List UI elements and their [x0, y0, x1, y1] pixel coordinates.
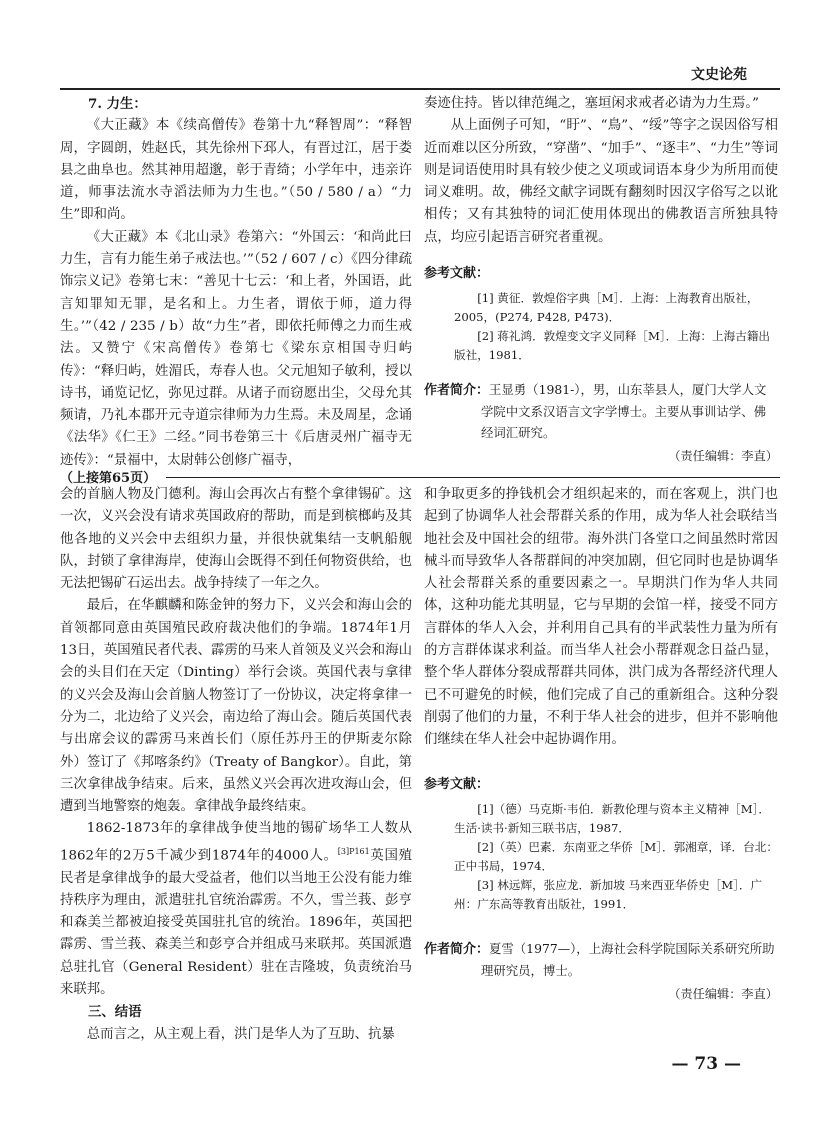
lower-right-column	[424, 484, 778, 1005]
reference-item: [2] 蒋礼鸿．敦煌变文字义同释［M］．上海：上海古籍出版社，1981．	[454, 329, 771, 363]
paragraph: 《大正藏》本《续高僧传》卷第十九“释智周”：“释智周，字圆朗，姓赵氏，其先徐州下邳人，有晋过江，居于娄县之曲阜也。然其神用超邈，彰于青绮；小学年中，违亲许道，师事法流水寺滔法师为力生也。”（50 / 580 / a）“力生”即和尚。	[60, 118, 412, 223]
author-label: 作者简介：	[424, 383, 490, 399]
paragraph: 和争取更多的挣钱机会才组织起来的，而在客观上，洪门也起到了协调华人社会帮群关系的作用，成为华人社会联结当地社会及中国社会的纽带。海外洪门各堂口之间虽然时常因械斗而导致华人各帮群间的冲突加剧，但它同时也是协调华人社会帮群关系的重要因素之一。早期洪门作为华人共同体，这种功能尤其明显，它与早期的会馆一样，接受不同方言群体的华人入会，并利用自己具有的半武装性力量为所有的方言群体谋求利益。而当华人社会小帮群观念日益凸显，整个华人群体分裂成帮群共同体，洪门成为各帮经济代理人已不可避免的时候，他们完成了自己的重新组合。这种分裂削弱了他们的力量，不利于华人社会的进步，但并不影响他们继续在华人社会中起协调作用。	[424, 487, 778, 748]
reference-item: [1] 黄征．敦煌俗字典［M］．上海：上海教育出版社，2005，(P274, P428, P473)．	[454, 291, 759, 325]
references-title: 参考文献：	[424, 266, 490, 282]
section-divider	[166, 477, 780, 478]
editor-note: （责任编辑：李直）	[668, 986, 778, 1001]
paragraph: 会的首脑人物及门德利。海山会再次占有整个拿律锡矿。这一次，义兴会没有请求英国政府的帮助，而是到槟榔屿及其他各地的义兴会中去组织力量，并很快就集结一支帆船舰队，封锁了拿律海岸，使海山会既得不到任何物资供给，也无法把锡矿石运出去。战争持续了一年之久。	[60, 487, 412, 592]
paragraph: 最后，在华麒麟和陈金钟的努力下，义兴会和海山会的首领都同意由英国殖民政府裁决他们的争端。1874年1月13日，英国殖民者代表、霹雳的马来人首领及义兴会和海山会的头目们在天定（Dinting）举行会谈。英国代表与拿律的义兴会及海山会首脑人物签订了一份协议，决定将拿律一分为二，北边给了义兴会，南边给了海山会。随后英国代表与出席会议的霹雳马来酋长们（原任苏丹王的伊斯麦尔除外）签订了《邦喀条约》（Treaty of Bangkor）。自此，第三次拿律战争结束。后来，虽然义兴会再次进攻海山会，但遭到当地警察的炮轰。拿律战争最终结束。	[60, 598, 412, 815]
section-header: 文史论苑	[691, 67, 747, 83]
upper-left-column	[60, 93, 412, 472]
section-heading: 7. 力生：	[88, 96, 147, 112]
editor-note: （责任编辑：李直）	[668, 449, 778, 464]
author-text: 王显勇（1981-），男，山东莘县人，厦门大学人文学院中文系汉语言文字学博士。主要从事训诂学、佛经词汇研究。	[481, 382, 767, 441]
references-title: 参考文献：	[424, 776, 490, 792]
paragraph: 奏迹住持。皆以律范绳之，塞垣闲求戒者必请为力生焉。”	[424, 96, 759, 111]
author-label: 作者简介：	[424, 941, 490, 957]
author-bio	[424, 379, 778, 443]
paragraph: 《大正藏》本《北山录》卷第六：“外国云：‘和尚此曰力生，言有力能生弟子戒法也。’”（52 / 607 / c）《四分律疏饰宗义记》卷第七末：“善见十七云：‘和上者，外国语，此言知罪知无罪，是名和上。力生者，谓依于师，道力得生。’”（42 / 235 / b）故“力生”者，即依托师傅之力而生戒法。又赞宁《宋高僧传》卷第七《梁东京相国寺归屿传》：“释归屿，姓湄氏，寿春人也。父元旭知子敏利，授以诗书，诵览记忆，弥见过群。从诸子而窃愿出尘，父母允其频请，乃礼本郡开元寺道宗律师为力生焉。未及周星，念诵《法华》《仁王》二经。”同书卷第三十《后唐灵州广福寺无迹传》：“景福中，太尉韩公创修广福寺，	[60, 229, 412, 468]
reference-item: [3] 林远辉，张应龙．新加坡 马来西亚华侨史［M］．广州：广东高等教育出版社，1991．	[454, 877, 763, 911]
paragraph: 1862-1873年的拿律战争使当地的锡矿场华工人数从1862年的2万5千减少到1874年的4000人。$^{[3]P161}$英国殖民者是拿律战争的最大受益者，他们以当地王公没有能力维持秩序为理由，派遣驻扎官统治霹雳。不久，雪兰莪、彭亨和森美兰都被迫接受英国驻扎官的统治。1896年，英国把霹雳、雪兰莪、森美兰和彭亨合并组成马来联邦。英国派遣总驻扎官（General Resident）驻在吉隆坡，负责统治马来联邦。	[60, 821, 413, 997]
author-bio	[424, 938, 778, 981]
upper-right-column	[424, 93, 778, 468]
continuation-note: （上接第65页）	[60, 471, 157, 486]
paragraph: 总而言之，从主观上看，洪门是华人为了互助、抗暴	[86, 1026, 395, 1042]
footnote-marker: [3]P161	[337, 846, 370, 856]
reference-item: [1]（德）马克斯·韦伯．新教伦理与资本主义精神［M］．生活·读书·新知三联书店，1987．	[454, 801, 771, 835]
paragraph: 从上面例子可知，“盱”、“鳥”、“绥”等字之误因俗写相近而难以区分所致，“穿凿”、“加手”、“逐丰”、“力生”等词则是词语使用时具有较少使之义项或词语本身少为所用而使词义难明。故，佛经文献字词既有翻刻时因汉字俗写之以讹相传；又有其独特的词汇使用体现出的佛教语言所独具特点，均应引起语言研究者重视。	[424, 118, 778, 245]
author-text: 夏雪（1977—），上海社会科学院国际关系研究所助理研究员，博士。	[481, 940, 775, 978]
header-rule	[60, 88, 780, 90]
reference-item: [2]（英）巴素．东南亚之华侨［M］．郭湘章，译．台北：正中书局，1974．	[454, 839, 778, 873]
lower-left-column	[60, 484, 412, 1046]
page-number: — 73 —	[671, 1054, 741, 1074]
conclusion-heading: 三、结语	[88, 1004, 142, 1021]
